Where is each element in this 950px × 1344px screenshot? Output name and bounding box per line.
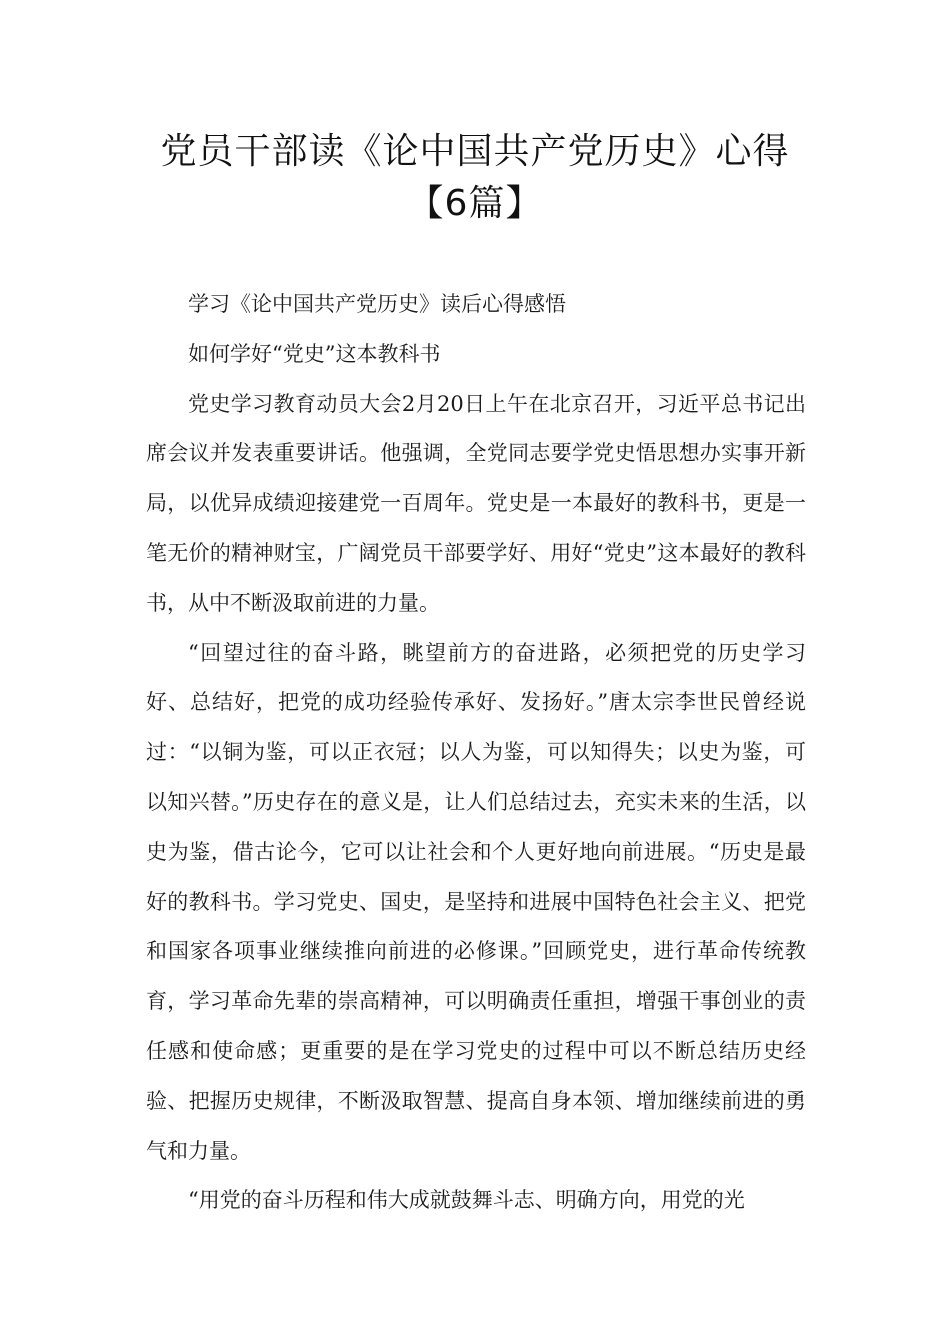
paragraph-3: “用党的奋斗历程和伟大成就鼓舞斗志、明确方向，用党的光 bbox=[188, 1188, 745, 1213]
paragraph-2: “回望过往的奋斗路，眺望前方的奋进路，必须把党的历史学习好、总结好，把党的成功经验传承好、发扬好。”唐太宗李世民曾经说过：“以铜为鉴，可以正衣冠；以人为鉴，可以知得失；以史为鉴，可以知兴替。”历史存在的意义是，让人们总结过去，充实未来的生活，以史为鉴，借古论今，它可以让社会和个人更好地向前进展。“历史是最好的教科书。学习党史、国史，是坚持和进展中国特色社会主义、把党和国家各项事业继续推向前进的必修课。”回顾党史，进行革命传统教育，学习革命先辈的崇高精神，可以明确责任重担，增强干事创业的责任感和使命感；更重要的是在学习党史的过程中可以不断总结历史经验、把握历史规律，不断汲取智慧、提高自身本领、增加继续前进的勇气和力量。 bbox=[146, 640, 806, 1163]
subtitle-1: 学习《论中国共产党历史》读后心得感悟 bbox=[188, 292, 566, 316]
subtitle-2: 如何学好“党史”这本教科书 bbox=[188, 341, 441, 366]
document-body bbox=[146, 280, 806, 1226]
paragraph-1: 党史学习教育动员大会2月20日上午在北京召开，习近平总书记出席会议并发表重要讲话。他强调，全党同志要学党史悟思想办实事开新局，以优异成绩迎接建党一百周年。党史是一本最好的教科书，更是一笔无价的精神财宝，广阔党员干部要学好、用好“党史”这本最好的教科书，从中不断汲取前进的力量。 bbox=[146, 391, 806, 615]
document-title-line2: 【6篇】 bbox=[407, 183, 543, 224]
document-title-line1: 党员干部读《论中国共产党历史》心得 bbox=[160, 131, 790, 172]
